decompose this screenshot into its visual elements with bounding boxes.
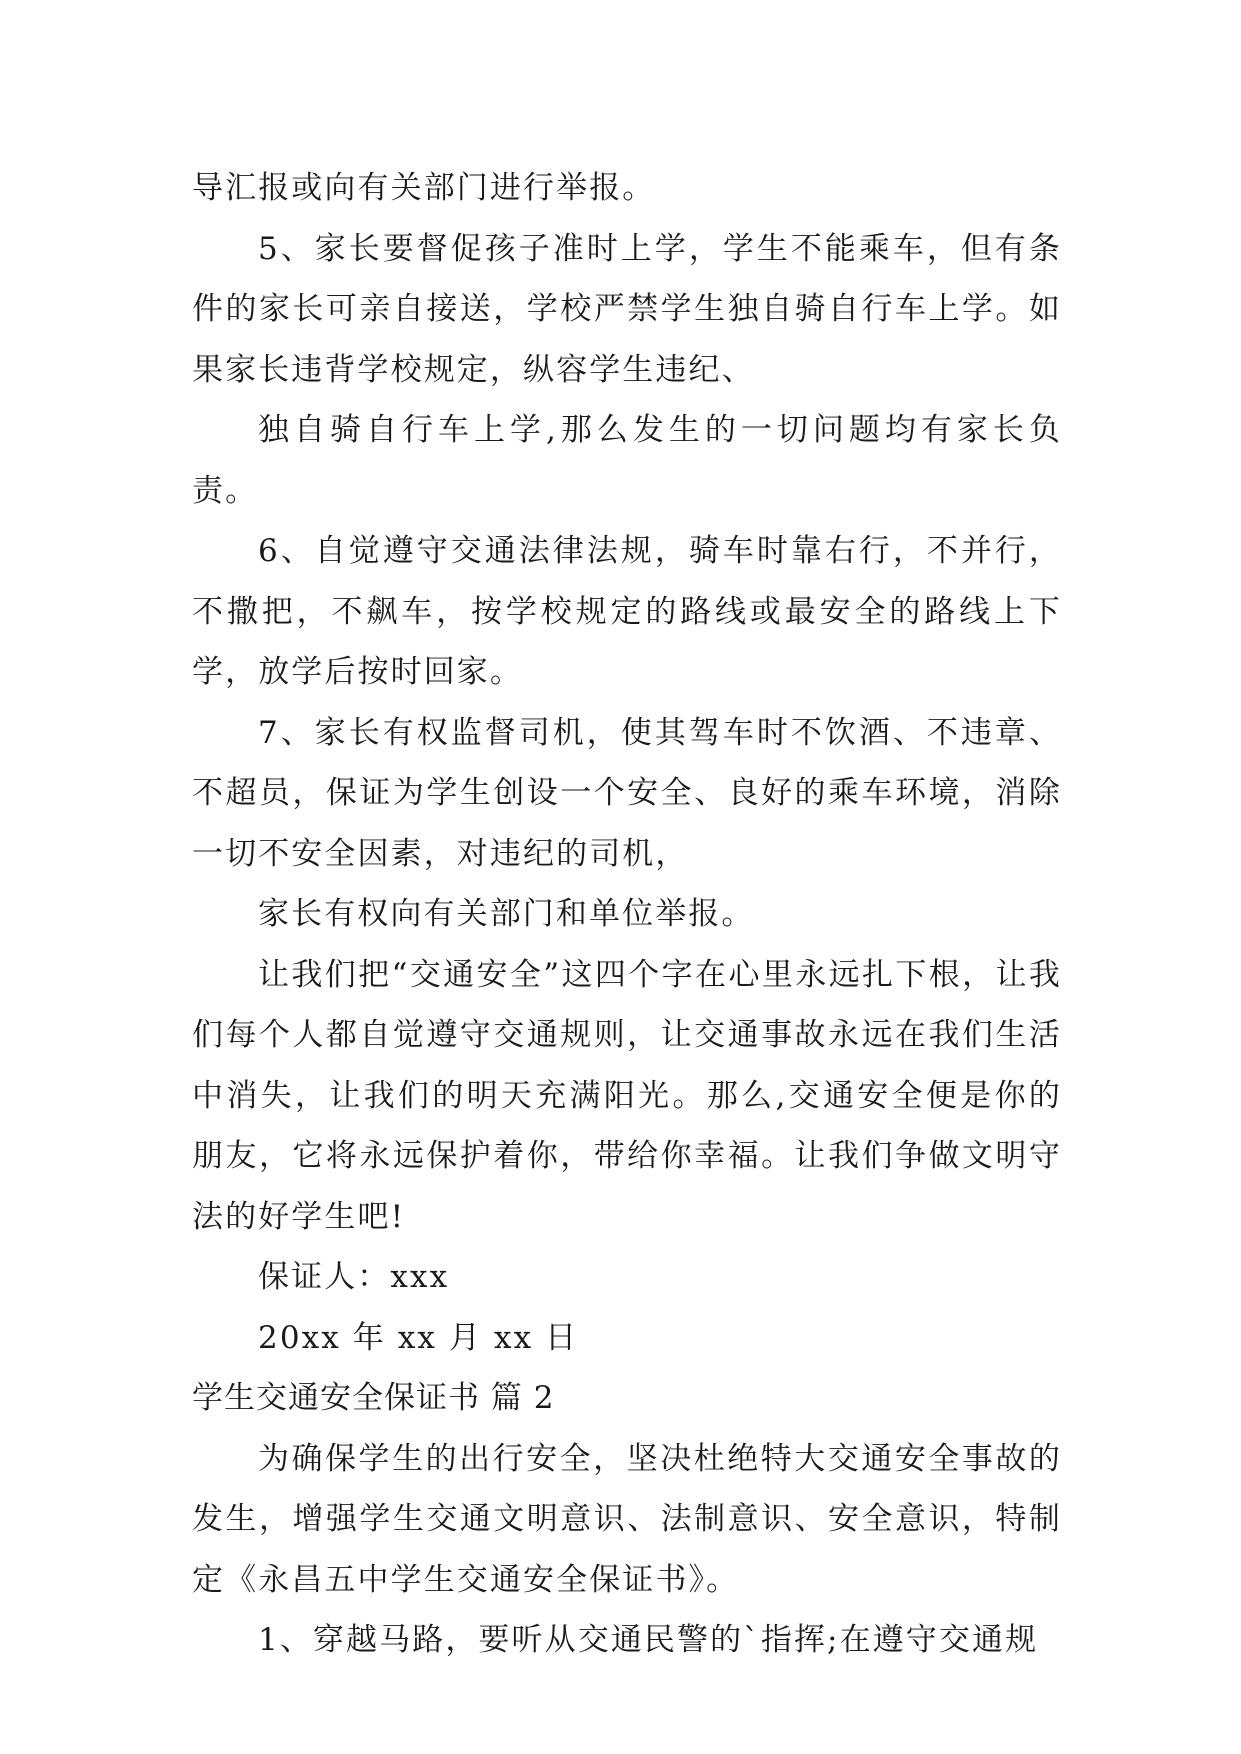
paragraph-continuation: 导汇报或向有关部门进行举报。 <box>192 170 656 206</box>
section-heading: 学生交通安全保证书 篇 2 <box>192 1380 555 1416</box>
paragraph-item-1: 1、穿越马路，要听从交通民警的`指挥;在遵守交通规 <box>258 1622 1039 1658</box>
paragraph-closing: 让我们把“交通安全”这四个字在心里永远扎下根，让我们每个人都自觉遵守交通规则，让交通事故永远在我们生活中消失，让我们的明天充满阳光。那么,交通安全便是你的朋友，它将永远保护着你，带给你幸福。让我们争做文明守法的好学生吧! <box>192 956 1062 1235</box>
date-line: 20xx 年 xx 月 xx 日 <box>258 1319 579 1356</box>
paragraph-item-6: 6、自觉遵守交通法律法规，骑车时靠右行，不并行，不撒把，不飙车，按学校规定的路线或最安全的路线上下学，放学后按时回家。 <box>192 533 1062 690</box>
paragraph-item-7: 7、家长有权监督司机，使其驾车时不饮酒、不违章、不超员，保证为学生创设一个安全、良好的乘车环境，消除一切不安全因素，对违纪的司机， <box>192 714 1062 872</box>
guarantor-line: 保证人：xxx <box>258 1259 450 1295</box>
paragraph-intro: 为确保学生的出行安全，坚决杜绝特大交通安全事故的发生，增强学生交通文明意识、法制意识、安全意识，特制定《永昌五中学生交通安全保证书》。 <box>192 1440 1062 1598</box>
document-body <box>192 158 1062 1671</box>
paragraph-item-5: 5、家长要督促孩子准时上学，学生不能乘车，但有条件的家长可亲自接送，学校严禁学生独自骑自行车上学。如果家长违背学校规定，纵容学生违纪、 <box>192 230 1062 388</box>
paragraph-item-5-continued: 独自骑自行车上学,那么发生的一切问题均有家长负责。 <box>192 412 1062 509</box>
paragraph-item-7-continued: 家长有权向有关部门和单位举报。 <box>258 896 755 932</box>
